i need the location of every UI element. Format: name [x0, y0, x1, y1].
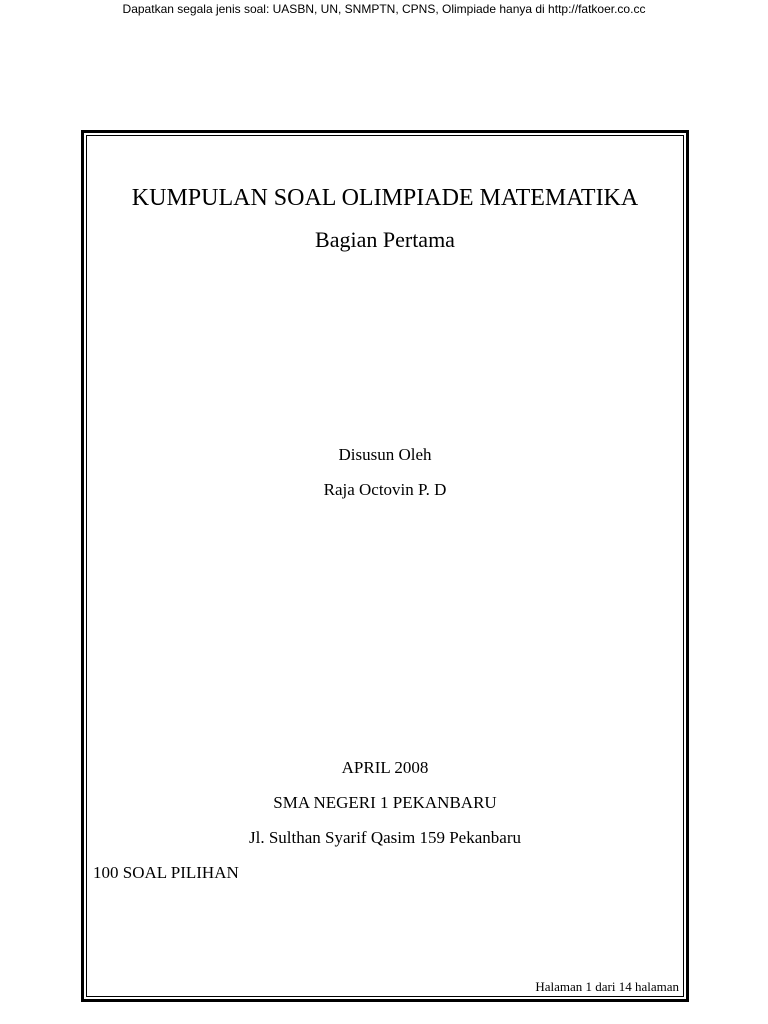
publication-date: APRIL 2008	[341, 758, 429, 777]
document-title: KUMPULAN SOAL OLIMPIADE MATEMATIKA	[131, 185, 639, 211]
cover-frame	[81, 130, 689, 1002]
collection-label: 100 SOAL PILIHAN	[93, 863, 239, 882]
author-name: Raja Octovin P. D	[323, 480, 447, 499]
page-count: Halaman 1 dari 14 halaman	[535, 979, 679, 994]
cover-inner-frame	[86, 135, 684, 997]
document-subtitle: Bagian Pertama	[315, 227, 455, 252]
school-name: SMA NEGERI 1 PEKANBARU	[273, 793, 497, 812]
school-address: Jl. Sulthan Syarif Qasim 159 Pekanbaru	[249, 828, 521, 847]
header-banner: Dapatkan segala jenis soal: UASBN, UN, SNMPTN, CPNS, Olimpiade hanya di http://fatkoer.co.cc	[122, 2, 646, 16]
compiled-by-label: Disusun Oleh	[338, 445, 432, 464]
